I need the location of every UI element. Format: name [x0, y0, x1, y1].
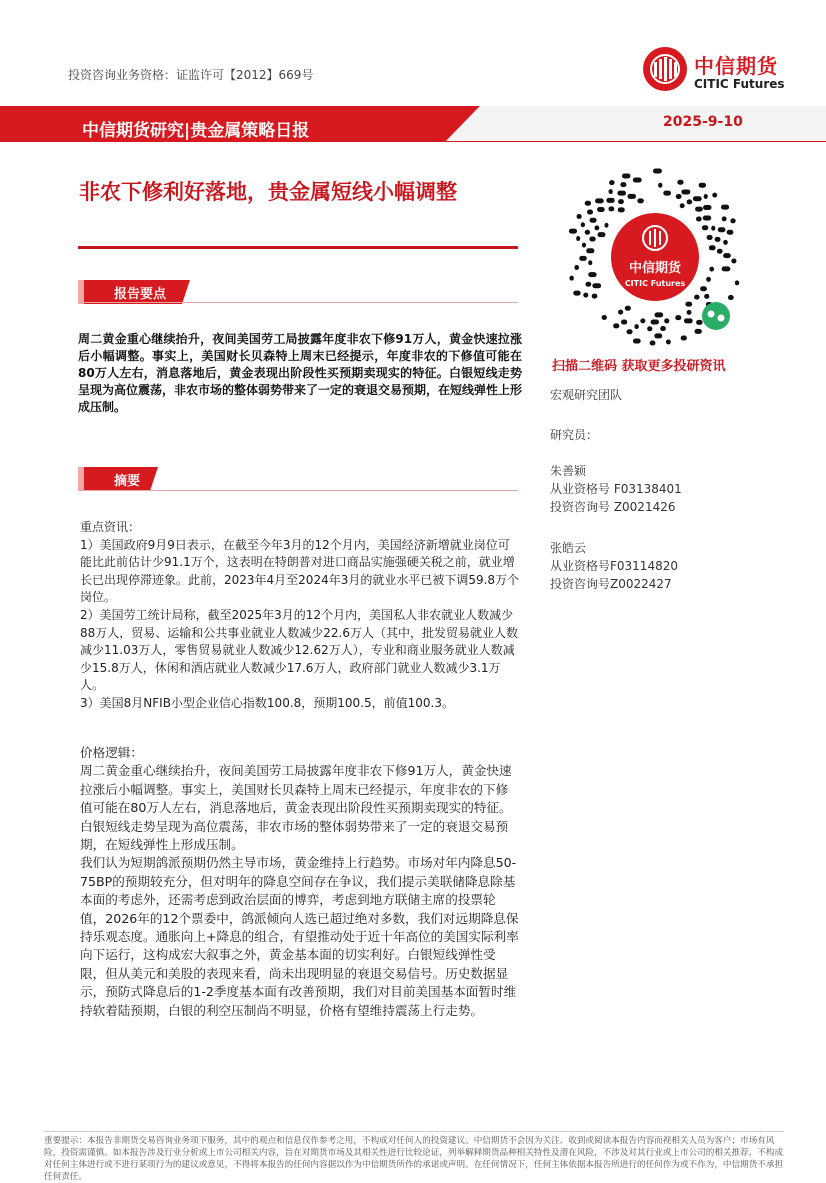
license-text: 投资咨询业务资格：证监许可【2012】669号 [68, 68, 314, 82]
news-item: 3）美国8月NFIB小型企业信心指数100.8，预期100.5，前值100.3。 [80, 695, 454, 710]
logo-name-cn: 中信期货 [694, 54, 778, 78]
researchers-label: 研究员： [550, 428, 599, 442]
news-item: 1）美国政府9月9日表示，在截至今年3月的12个月内，美国经济新增就业岗位可能比此前估计少91.1万个，这表明在特朗普对进口商品实施强硬关税之前，就业增长已出现停滞迹象。此前，2023年4月至2024年3月的就业水平已被下调59.8万个岗位。 [80, 537, 520, 605]
banner-title: 中信期货研究|贵金属策略日报 [82, 121, 310, 141]
researcher-qualification: 从业资格号F03114820 [550, 559, 678, 573]
researcher-name: 张皓云 [550, 541, 587, 555]
qr-center-name-en: CITIC Futures [624, 279, 686, 288]
news-title: 重点资讯： [80, 520, 141, 534]
report-date: 2025-9-10 [663, 114, 743, 130]
abstract-tag [78, 467, 158, 491]
citic-logo-icon [640, 44, 690, 94]
researcher-name: 朱善颖 [550, 464, 587, 478]
logic-paragraph: 周二黄金重心继续抬升，夜间美国劳工局披露年度非农下修91万人，黄金快速拉涨后小幅调整。事实上，美国财长贝森特上周末已经提示，年度非农的下修值可能在80万人左右，消息落地后，黄金表现出阶段性买预期卖现实的特征。白银短线走势呈现为高位震荡，非农市场的整体弱势带来了一定的衰退交易预期，在短线弹性上形成压制。 [80, 763, 512, 853]
qr-center-name: 中信期货 [628, 261, 682, 276]
qr-code[interactable] [566, 168, 744, 346]
disclaimer: 重要提示：本报告非期货交易咨询业务项下服务，其中的观点和信息仅作参考之用，不构成对任何人的投资建议。中信期货不会因为关注、收到或阅读本报告内容而视相关人员为客户；市场有风险，投资需谨慎。如本报告涉及行业分析或上市公司相关内容，旨在对期货市场及其相关性进行比较论证，列举解释期货品种相关特性及潜在风险，不涉及对其行业或上市公司的相关推荐，不构成对任何主体进行或不进行某项行为的建议或意见，不得将本报告的任何内容据以作为中信期货所作的承诺或声明。在任何情况下，任何主体依据本报告所进行的任何作为或不作为，中信期货不承担任何责任。 [44, 1136, 784, 1182]
logic-paragraph: 我们认为短期鸽派预期仍然主导市场，黄金维持上行趋势。市场对年内降息50-75BP的预期较充分，但对明年的降息空间存在争议，我们提示美联储降息除基本面的考虑外，还需考虑到政治层面的博弈，考虑到地方联储主席的投票轮值，2026年的12个票委中，鸽派倾向人选已超过绝对多数，我们对远期降息保持乐观态度。通胀向上+降息的组合，有望推动处于近十年高位的美国实际利率向下运行，这构成宏大叙事之外，黄金基本面的切实利好。白银短线弹性受限，但从美元和美股的表现来看，尚未出现明显的衰退交易信号。历史数据显示，预防式降息后的1-2季度基本面有改善预期，我们对目前美国基本面暂时维持软着陆预期，白银的利空压制尚不明显，价格有望维持震荡上行走势。 [80, 855, 519, 1018]
researcher-consult-no: 投资咨询号 Z0021426 [550, 500, 676, 514]
researcher-card [550, 539, 678, 593]
news-item: 2）美国劳工统计局称，截至2025年3月的12个月内，美国私人非农就业人数减少88万人，贸易、运输和公共事业就业人数减少22.6万人（其中，批发贸易就业人数减少11.03万人，零售贸易就业人数减少12.62万人），专业和商业服务就业人数减少15.8万人，休闲和酒店就业人数减少17.6万人，政府部门就业人数减少3.1万人。 [80, 607, 518, 693]
summary-tag [78, 280, 190, 304]
qr-code-image [566, 168, 744, 346]
researcher-qualification: 从业资格号 F03138401 [550, 482, 682, 496]
citic-logo [640, 44, 810, 104]
summary-divider [78, 302, 518, 303]
logo-name-en: CITIC Futures [694, 77, 785, 91]
footer-divider [44, 1131, 784, 1132]
researcher-consult-no: 投资咨询号Z0022427 [550, 577, 672, 591]
price-logic [80, 744, 520, 1020]
key-news [80, 519, 520, 713]
headline: 非农下修利好落地，贵金属短线小幅调整 [79, 180, 457, 204]
logic-title: 价格逻辑： [80, 745, 143, 760]
research-team: 宏观研究团队 [550, 388, 623, 402]
abstract-divider [78, 490, 518, 491]
qr-caption: 扫描二维码 获取更多投研资讯 [552, 359, 726, 374]
researcher-card [550, 462, 682, 516]
summary-tag-label: 报告要点 [114, 287, 167, 302]
headline-divider [78, 246, 518, 249]
abstract-tag-label: 摘要 [114, 474, 141, 489]
summary-text: 周二黄金重心继续抬升，夜间美国劳工局披露年度非农下修91万人，黄金快速拉涨后小幅调整。事实上，美国财长贝森特上周末已经提示，年度非农的下修值可能在80万人左右，消息落地后，黄金表现出阶段性买预期卖现实的特征。白银短线走势呈现为高位震荡，非农市场的整体弱势带来了一定的衰退交易预期，在短线弹性上形成压制。 [78, 332, 523, 414]
